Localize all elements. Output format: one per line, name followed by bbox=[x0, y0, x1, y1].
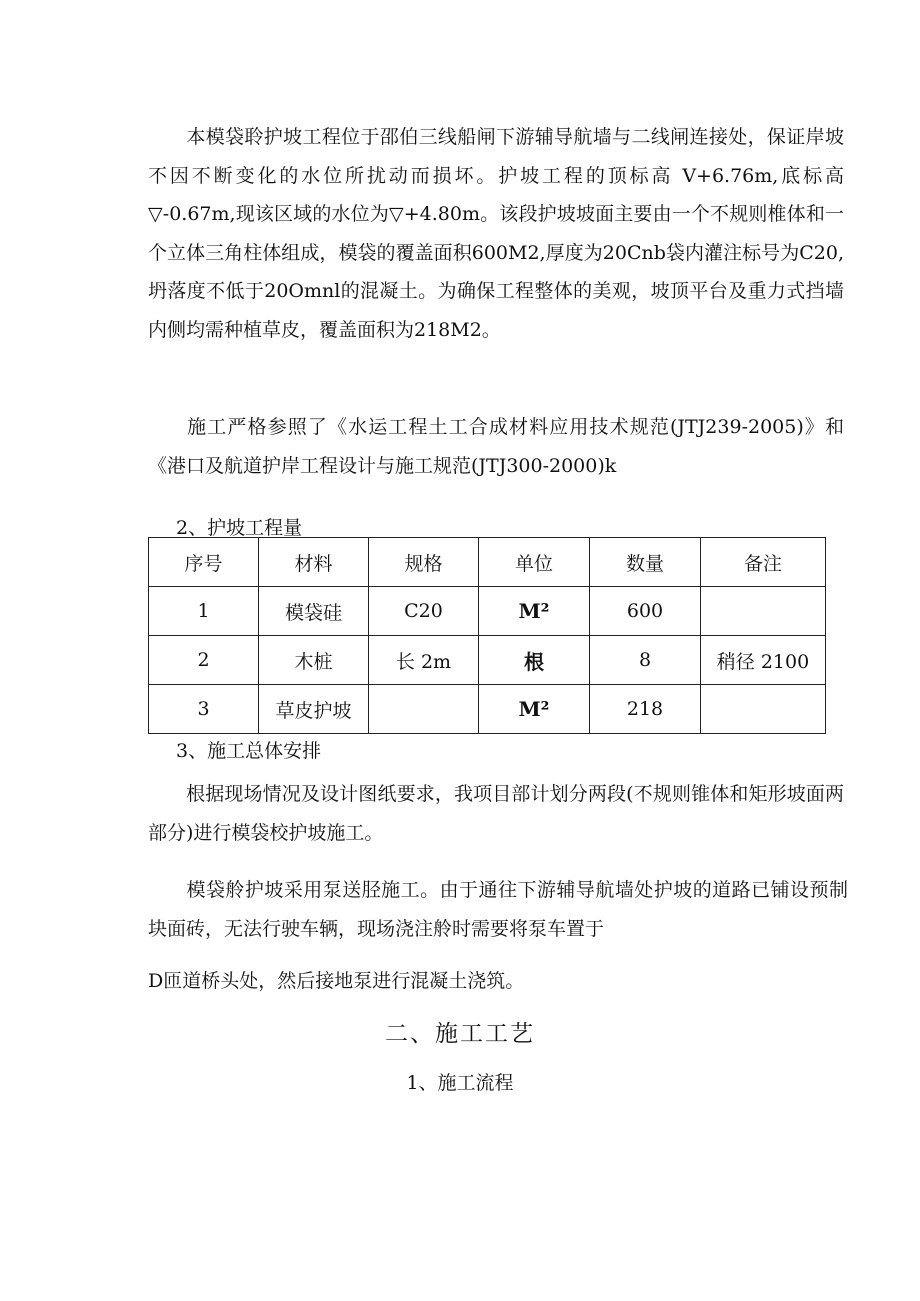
header-cell: 单位 bbox=[479, 538, 590, 587]
table-cell: 8 bbox=[590, 636, 701, 685]
plan-paragraph-1 bbox=[148, 775, 844, 852]
table-cell-unit: 根 bbox=[479, 636, 590, 685]
header-cell: 序号 bbox=[149, 538, 259, 587]
intro-text-2: 施工严格参照了《水运工程土工合成材料应用技术规范(JTJ239-2005)》和《港口及航道护岸工程设计与施工规范(JTJ300-2000)k bbox=[148, 416, 844, 477]
section-3-title: 3、施工总体安排 bbox=[176, 740, 322, 762]
table-row bbox=[149, 636, 826, 685]
table-cell: 木桩 bbox=[259, 636, 369, 685]
plan-paragraph-2-tail: D匝道桥头处，然后接地泵进行混凝土浇筑。 bbox=[148, 970, 525, 992]
table-cell: 草皮护坡 bbox=[259, 685, 369, 734]
table-header-row bbox=[149, 538, 826, 587]
plan-text-2: 模袋舲护坡采用泵送胫施工。由于通往下游辅导航墙处护坡的道路已铺设预制块面砖，无法行驶车辆，现场浇注舲时需要将泵车置于 bbox=[148, 879, 848, 940]
table-cell bbox=[701, 685, 826, 734]
table-cell-unit: M² bbox=[479, 685, 590, 734]
table-cell: 600 bbox=[590, 587, 701, 636]
intro-paragraph-2 bbox=[148, 408, 844, 485]
table-cell: 长 2m bbox=[369, 636, 479, 685]
chapter-subtitle: 1、施工流程 bbox=[406, 1072, 514, 1094]
table-cell: C20 bbox=[369, 587, 479, 636]
table-cell: 稍径 2100 bbox=[701, 636, 826, 685]
header-cell: 数量 bbox=[590, 538, 701, 587]
plan-paragraph-2 bbox=[148, 871, 848, 948]
table-cell: 3 bbox=[149, 685, 259, 734]
table-cell: 2 bbox=[149, 636, 259, 685]
header-cell: 规格 bbox=[369, 538, 479, 587]
header-cell: 材料 bbox=[259, 538, 369, 587]
table-row bbox=[149, 685, 826, 734]
plan-text-1: 根据现场情况及设计图纸要求，我项目部计划分两段(不规则锥体和矩形坡面两部分)进行模袋校护坡施工。 bbox=[148, 783, 844, 844]
table-cell bbox=[701, 587, 826, 636]
section-2-title: 2、护坡工程量 bbox=[176, 517, 303, 539]
table-row bbox=[149, 587, 826, 636]
intro-text-1: 本模袋聆护坡工程位于邵伯三线船闸下游辅导航墙与二线闸连接处，保证岸坡不因不断变化的水位所扰动而损坏。护坡工程的顶标高 V+6.76m,底标高▽-0.67m,现该区域的水位为▽+4.80m。该段护坡坡面主要由一个不规则椎体和一个立体三角柱体组成，模袋的覆盖面积600M2,厚度为20Cnb袋内灌注标号为C20,坍落度不低于20Omnl的混凝土。为确保工程整体的美观，坡顶平台及重力式挡墙内侧均需种植草皮，覆盖面积为218M2。 bbox=[148, 126, 844, 341]
table-cell: 218 bbox=[590, 685, 701, 734]
table-cell bbox=[369, 685, 479, 734]
chapter-title: 二、施工工艺 bbox=[385, 1021, 535, 1047]
intro-paragraph-1 bbox=[148, 118, 844, 349]
table-cell: 模袋硅 bbox=[259, 587, 369, 636]
header-cell: 备注 bbox=[701, 538, 826, 587]
table-cell-unit: M² bbox=[479, 587, 590, 636]
table-cell: 1 bbox=[149, 587, 259, 636]
quantity-table bbox=[148, 537, 826, 734]
